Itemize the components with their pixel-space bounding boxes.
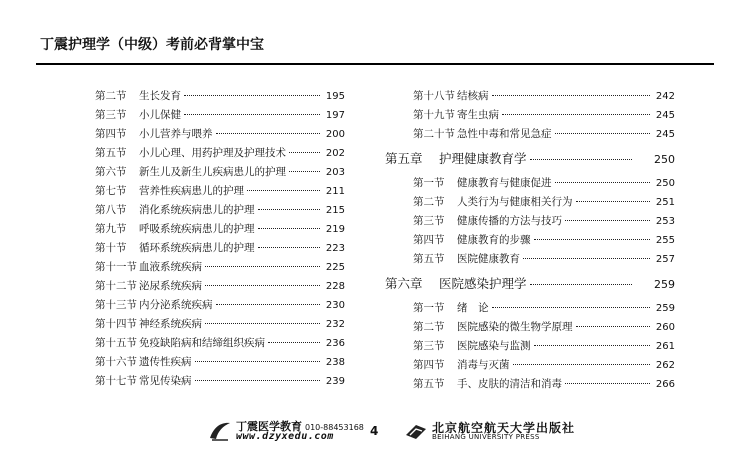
toc-entry-page: 238 bbox=[325, 357, 345, 368]
toc-entry-title: 小儿营养与喂养 bbox=[139, 128, 213, 140]
toc-section-row bbox=[385, 357, 675, 376]
toc-section-row bbox=[385, 213, 675, 232]
toc-section-row bbox=[385, 88, 675, 107]
toc-entry-page: 195 bbox=[325, 91, 345, 102]
toc-entry-number: 第十节 bbox=[95, 242, 127, 254]
toc-section-row bbox=[385, 319, 675, 338]
toc-entry-page: 236 bbox=[325, 338, 345, 349]
toc-entry-title: 小儿保健 bbox=[139, 109, 181, 121]
toc-entry-title: 神经系统疾病 bbox=[139, 318, 202, 330]
toc-leader-dots bbox=[184, 114, 320, 115]
left-logo-phone: 010-88453168 bbox=[305, 422, 364, 432]
toc-section-row bbox=[385, 194, 675, 213]
toc-entry-page: 219 bbox=[325, 224, 345, 235]
toc-entry-title: 消毒与灭菌 bbox=[457, 359, 510, 371]
toc-entry-number: 第三节 bbox=[95, 109, 127, 121]
toc-entry-page: 223 bbox=[325, 243, 345, 254]
toc-entry-number: 第三节 bbox=[413, 215, 445, 227]
toc-entry-number: 第九节 bbox=[95, 223, 127, 235]
toc-entry-number: 第十三节 bbox=[95, 299, 137, 311]
publisher-logo-right bbox=[404, 420, 575, 442]
toc-leader-dots bbox=[492, 95, 651, 96]
toc-leader-dots bbox=[576, 326, 651, 327]
toc-entry-number: 第十五节 bbox=[95, 337, 137, 349]
toc-entry-title: 医院感染护理学 bbox=[439, 276, 527, 291]
toc-entry-page: 262 bbox=[655, 360, 675, 371]
toc-entry-page: 225 bbox=[325, 262, 345, 273]
toc-section-row bbox=[385, 126, 675, 145]
toc-entry-page: 257 bbox=[655, 254, 675, 265]
toc-entry-number: 第二节 bbox=[413, 196, 445, 208]
toc-section-row bbox=[95, 183, 345, 202]
toc-entry-number: 第六节 bbox=[95, 166, 127, 178]
toc-leader-dots bbox=[289, 171, 320, 172]
toc-entry-number: 第十八节 bbox=[413, 90, 455, 102]
toc-entry-number: 第六章 bbox=[385, 276, 423, 291]
toc-leader-dots bbox=[195, 361, 321, 362]
toc-entry-number: 第四节 bbox=[413, 359, 445, 371]
toc-section-row bbox=[95, 88, 345, 107]
toc-leader-dots bbox=[565, 383, 650, 384]
toc-section-row bbox=[385, 338, 675, 357]
toc-entry-number: 第五节 bbox=[413, 253, 445, 265]
toc-entry-title: 人类行为与健康相关行为 bbox=[457, 196, 573, 208]
toc-entry-title: 医院健康教育 bbox=[457, 253, 520, 265]
toc-section-row bbox=[385, 107, 675, 126]
toc-section-row bbox=[95, 373, 345, 392]
toc-entry-page: 232 bbox=[325, 319, 345, 330]
toc-section-row bbox=[95, 297, 345, 316]
toc-section-row bbox=[95, 316, 345, 335]
toc-leader-dots bbox=[576, 201, 651, 202]
toc-leader-dots bbox=[492, 307, 651, 308]
toc-entry-number: 第五章 bbox=[385, 151, 423, 166]
toc-section-row bbox=[385, 251, 675, 270]
toc-entry-page: 250 bbox=[655, 178, 675, 189]
toc-entry-title: 循环系统疾病患儿的护理 bbox=[139, 242, 255, 254]
toc-section-row bbox=[95, 335, 345, 354]
toc-leader-dots bbox=[258, 228, 321, 229]
toc-section-row bbox=[95, 240, 345, 259]
toc-entry-page: 215 bbox=[325, 205, 345, 216]
toc-entry-page: 259 bbox=[654, 278, 675, 291]
toc-entry-page: 202 bbox=[325, 148, 345, 159]
toc-section-row bbox=[385, 232, 675, 251]
toc-entry-number: 第十一节 bbox=[95, 261, 137, 273]
press-logo-icon bbox=[404, 420, 428, 442]
toc-entry-number: 第二十节 bbox=[413, 128, 455, 140]
toc-leader-dots bbox=[258, 209, 321, 210]
toc-leader-dots bbox=[268, 342, 320, 343]
toc-entry-title: 急性中毒和常见急症 bbox=[457, 128, 552, 140]
toc-entry-page: 255 bbox=[655, 235, 675, 246]
swoosh-logo-icon bbox=[208, 420, 232, 442]
toc-entry-page: 260 bbox=[655, 322, 675, 333]
toc-entry-page: 228 bbox=[325, 281, 345, 292]
toc-entry-number: 第十六节 bbox=[95, 356, 137, 368]
toc-entry-page: 200 bbox=[325, 129, 345, 140]
toc-entry-page: 245 bbox=[655, 110, 675, 121]
toc-entry-title: 呼吸系统疾病患儿的护理 bbox=[139, 223, 255, 235]
toc-entry-title: 遗传性疾病 bbox=[139, 356, 192, 368]
toc-entry-title: 新生儿及新生儿疾病患儿的护理 bbox=[139, 166, 286, 178]
toc-entry-title: 医院感染与监测 bbox=[457, 340, 531, 352]
toc-entry-page: 239 bbox=[325, 376, 345, 387]
toc-section-row bbox=[95, 107, 345, 126]
toc-entry-title: 生长发育 bbox=[139, 90, 181, 102]
left-logo-name: 丁震医学教育 bbox=[236, 419, 302, 433]
toc-section-row bbox=[385, 300, 675, 319]
toc-leader-dots bbox=[216, 304, 321, 305]
toc-column-right bbox=[385, 88, 675, 395]
toc-leader-dots bbox=[289, 152, 320, 153]
toc-leader-dots bbox=[216, 133, 321, 134]
toc-leader-dots bbox=[502, 114, 650, 115]
toc-entry-page: 259 bbox=[655, 303, 675, 314]
publisher-logo-left bbox=[208, 420, 364, 442]
toc-entry-number: 第二节 bbox=[95, 90, 127, 102]
toc-entry-page: 266 bbox=[655, 379, 675, 390]
toc-leader-dots bbox=[184, 95, 320, 96]
toc-section-row bbox=[95, 354, 345, 373]
toc-leader-dots bbox=[523, 258, 650, 259]
toc-chapter-row bbox=[385, 149, 675, 173]
toc-entry-number: 第十二节 bbox=[95, 280, 137, 292]
toc-entry-page: 250 bbox=[654, 153, 675, 166]
toc-chapter-row bbox=[385, 274, 675, 298]
toc-entry-page: 197 bbox=[325, 110, 345, 121]
toc-entry-title: 血液系统疾病 bbox=[139, 261, 202, 273]
toc-section-row bbox=[95, 259, 345, 278]
toc-entry-number: 第四节 bbox=[95, 128, 127, 140]
toc-leader-dots bbox=[205, 323, 320, 324]
toc-leader-dots bbox=[530, 284, 632, 285]
page-number: 4 bbox=[370, 424, 379, 438]
toc-entry-title: 营养性疾病患儿的护理 bbox=[139, 185, 244, 197]
toc-entry-title: 健康传播的方法与技巧 bbox=[457, 215, 562, 227]
toc-entry-title: 常见传染病 bbox=[139, 375, 192, 387]
toc-entry-page: 245 bbox=[655, 129, 675, 140]
toc-leader-dots bbox=[247, 190, 320, 191]
toc-entry-title: 免疫缺陷病和结缔组织疾病 bbox=[139, 337, 265, 349]
header-rule bbox=[36, 63, 714, 65]
toc-entry-title: 泌尿系统疾病 bbox=[139, 280, 202, 292]
toc-section-row bbox=[95, 221, 345, 240]
toc-column-left bbox=[95, 88, 345, 392]
toc-leader-dots bbox=[205, 285, 320, 286]
toc-entry-title: 健康教育的步骤 bbox=[457, 234, 531, 246]
toc-entry-title: 手、皮肤的清洁和消毒 bbox=[457, 378, 562, 390]
toc-section-row bbox=[95, 126, 345, 145]
toc-entry-number: 第十四节 bbox=[95, 318, 137, 330]
toc-section-row bbox=[385, 376, 675, 395]
toc-entry-number: 第八节 bbox=[95, 204, 127, 216]
toc-entry-title: 绪 论 bbox=[457, 302, 489, 314]
toc-leader-dots bbox=[195, 380, 321, 381]
toc-leader-dots bbox=[530, 159, 632, 160]
toc-section-row bbox=[95, 145, 345, 164]
toc-entry-number: 第二节 bbox=[413, 321, 445, 333]
toc-leader-dots bbox=[534, 239, 651, 240]
toc-entry-page: 251 bbox=[655, 197, 675, 208]
toc-entry-number: 第七节 bbox=[95, 185, 127, 197]
toc-leader-dots bbox=[555, 182, 651, 183]
toc-entry-page: 230 bbox=[325, 300, 345, 311]
toc-leader-dots bbox=[258, 247, 321, 248]
toc-section-row bbox=[385, 175, 675, 194]
toc-entry-page: 253 bbox=[655, 216, 675, 227]
toc-leader-dots bbox=[205, 266, 320, 267]
left-logo-url: www.dzyxedu.com bbox=[236, 430, 334, 442]
toc-entry-title: 消化系统疾病患儿的护理 bbox=[139, 204, 255, 216]
toc-entry-number: 第一节 bbox=[413, 302, 445, 314]
toc-leader-dots bbox=[513, 364, 651, 365]
toc-entry-page: 211 bbox=[325, 186, 345, 197]
toc-section-row bbox=[95, 164, 345, 183]
running-header-title: 丁震护理学（中级）考前必背掌中宝 bbox=[40, 37, 264, 53]
toc-leader-dots bbox=[565, 220, 650, 221]
toc-entry-title: 结核病 bbox=[457, 90, 489, 102]
toc-section-row bbox=[95, 202, 345, 221]
right-logo-name: 北京航空航天大学出版社 bbox=[432, 420, 576, 435]
toc-entry-page: 203 bbox=[325, 167, 345, 178]
toc-entry-title: 护理健康教育学 bbox=[439, 151, 527, 166]
page-footer bbox=[0, 420, 750, 450]
toc-entry-number: 第四节 bbox=[413, 234, 445, 246]
toc-leader-dots bbox=[555, 133, 651, 134]
toc-leader-dots bbox=[534, 345, 651, 346]
toc-entry-title: 寄生虫病 bbox=[457, 109, 499, 121]
toc-entry-number: 第十九节 bbox=[413, 109, 455, 121]
toc-entry-number: 第五节 bbox=[95, 147, 127, 159]
toc-entry-page: 261 bbox=[655, 341, 675, 352]
toc-entry-title: 医院感染的微生物学原理 bbox=[457, 321, 573, 333]
toc-entry-title: 内分泌系统疾病 bbox=[139, 299, 213, 311]
toc-entry-number: 第三节 bbox=[413, 340, 445, 352]
toc-entry-title: 小儿心理、用药护理及护理技术 bbox=[139, 147, 286, 159]
toc-entry-page: 242 bbox=[655, 91, 675, 102]
toc-section-row bbox=[95, 278, 345, 297]
right-logo-en: BEIHANG UNIVERSITY PRESS bbox=[432, 432, 540, 441]
toc-entry-number: 第五节 bbox=[413, 378, 445, 390]
toc-entry-title: 健康教育与健康促进 bbox=[457, 177, 552, 189]
toc-entry-number: 第一节 bbox=[413, 177, 445, 189]
toc-entry-number: 第十七节 bbox=[95, 375, 137, 387]
